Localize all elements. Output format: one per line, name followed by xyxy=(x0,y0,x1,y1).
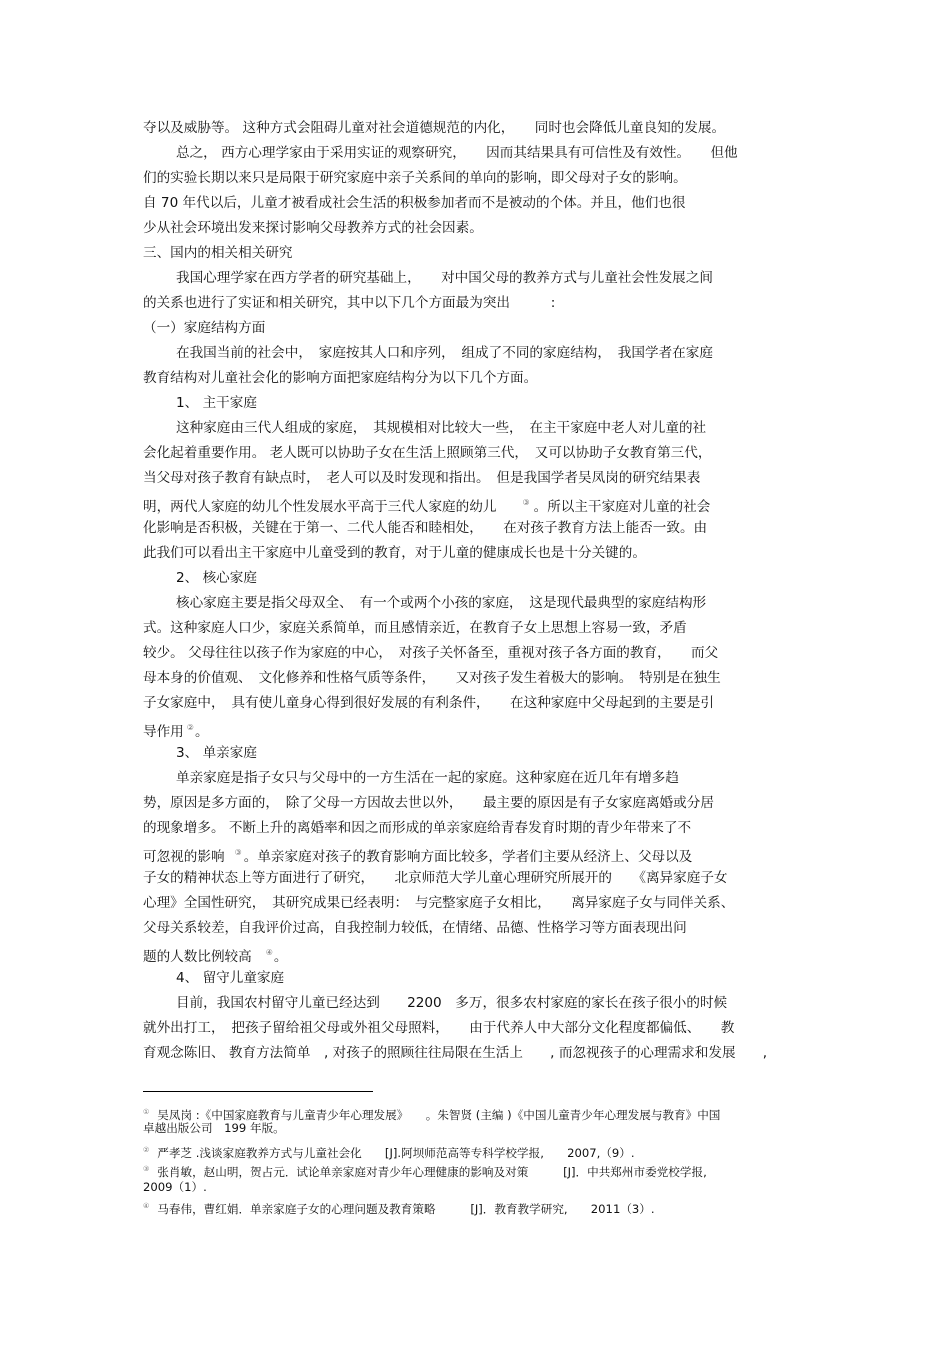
item-heading: 2、 核心家庭 xyxy=(176,570,257,586)
body-line: 的现象增多。 不断上升的离婚率和因之而形成的单亲家庭给青春发育时期的青少年带来了不 xyxy=(143,820,692,836)
body-line: 就外出打工， 把孩子留给祖父母或外祖父母照料， 由于代养人中大部分文化程度都偏低、 教 xyxy=(143,1020,735,1036)
footnote-mark: ③ xyxy=(143,1165,150,1173)
body-line: 夺以及威胁等。 这种方式会阻碍儿童对社会道德规范的内化， 同时也会降低儿童良知的发展。 xyxy=(143,120,726,136)
body-line: 式。这种家庭人口少，家庭关系简单，而且感情亲近，在教育子女上思想上容易一致，矛盾 xyxy=(143,620,687,636)
body-line: 目前，我国农村留守儿童已经达到 2200 多万，很多农村家庭的家长在孩子很小的时候 xyxy=(176,995,728,1011)
footnote-divider xyxy=(143,1091,373,1092)
body-line: 单亲家庭是指子女只与父母中的一方生活在一起的家庭。这种家庭在近几年有增多趋 xyxy=(176,770,679,786)
body-line-text: 。单亲家庭对孩子的教育影响方面比较多，学者们主要从经济上、父母以及 xyxy=(243,849,693,865)
footnote-mark: ② xyxy=(143,1146,150,1154)
footnote-ref: ③ xyxy=(234,848,242,857)
footnote-text: 马春伟，曹红娟．单亲家庭子女的心理问题及教育策略 [J]．教育教学研究, 2011（3）. xyxy=(157,1202,655,1216)
body-line-text: 。 xyxy=(273,949,288,965)
body-line: 会化起着重要作用。 老人既可以协助子女在生活上照顾第三代， 又可以协助子女教育第三代， xyxy=(143,445,712,461)
footnote-2 xyxy=(143,1143,635,1161)
body-line: 教育结构对儿童社会化的影响方面把家庭结构分为以下几个方面。 xyxy=(143,370,538,386)
body-line: 自 70 年代以后，儿童才被看成社会生活的积极参加者而不是被动的个体。并且，他们也很 xyxy=(143,195,686,211)
body-line: 总之， 西方心理学家由于采用实证的观察研究， 因而其结果具有可信性及有效性。 但他 xyxy=(176,145,738,161)
footnote-text: 张肖敏，赵山明，贺占元．试论单亲家庭对青少年心理健康的影响及对策 [J]．中共郑州市委党校学报, xyxy=(157,1165,707,1179)
body-line: 此我们可以看出主干家庭中儿童受到的教育，对于儿童的健康成长也是十分关键的。 xyxy=(143,545,646,561)
body-line-text: 。所以主干家庭对儿童的社会 xyxy=(533,499,711,515)
body-line: 少从社会环境出发来探讨影响父母教养方式的社会因素。 xyxy=(143,220,483,236)
body-line: 子女家庭中， 具有使儿童身心得到很好发展的有利条件， 在这种家庭中父母起到的主要是引 xyxy=(143,695,714,711)
footnote-3-cont: 2009（1）. xyxy=(143,1180,207,1194)
body-line xyxy=(143,494,710,516)
body-line-text: 导作用 xyxy=(143,724,184,740)
body-line: 我国心理学家在西方学者的研究基础上， 对中国父母的教养方式与儿童社会性发展之间 xyxy=(176,270,713,286)
footnote-1-cont: 卓越出版公司 199 年版。 xyxy=(143,1121,285,1135)
section-heading: 三、国内的相关相关研究 xyxy=(143,245,293,261)
footnote-text: 吴凤岗 :《中国家庭教育与儿童青少年心理发展》 。朱智贤 (主编 )《中国儿童青少年心理发展与教育》中国 xyxy=(157,1108,721,1122)
item-heading: 4、 留守儿童家庭 xyxy=(176,970,285,986)
body-line: 在我国当前的社会中， 家庭按其人口和序列， 组成了不同的家庭结构， 我国学者在家庭 xyxy=(176,345,713,361)
footnote-ref: ④ xyxy=(265,948,273,957)
item-heading: 3、 单亲家庭 xyxy=(176,745,257,761)
footnote-text: 严孝芝 .浅谈家庭教养方式与儿童社会化 [J].阿坝师范高等专科学校学报, 2007,（9）. xyxy=(157,1146,635,1160)
body-line: 的关系也进行了实证和相关研究，其中以下几个方面最为突出 : xyxy=(143,295,556,311)
body-line: 子女的精神状态上等方面进行了研究， 北京师范大学儿童心理研究所展开的 《离异家庭子女 xyxy=(143,870,728,886)
body-line xyxy=(143,719,209,741)
body-line: 育观念陈旧、 教育方法简单 , 对孩子的照顾往往局限在生活上 , 而忽视孩子的心理需求和发展 , xyxy=(143,1045,768,1061)
body-line: 母本身的价值观、 文化修养和性格气质等条件， 又对孩子发生着极大的影响。 特别是在独生 xyxy=(143,670,721,686)
footnote-mark: ④ xyxy=(143,1202,150,1210)
subsection-heading: （一）家庭结构方面 xyxy=(143,320,266,336)
item-heading: 1、 主干家庭 xyxy=(176,395,257,411)
body-line: 核心家庭主要是指父母双全、 有一个或两个小孩的家庭， 这是现代最典型的家庭结构形 xyxy=(176,595,707,611)
body-line xyxy=(143,844,692,866)
body-line: 心理》全国性研究， 其研究成果已经表明： 与完整家庭子女相比， 离异家庭子女与同伴关系、 xyxy=(143,895,735,911)
footnote-ref: ② xyxy=(186,723,194,732)
footnote-4 xyxy=(143,1199,655,1217)
body-line-text: 可忽视的影响 xyxy=(143,849,225,865)
footnote-ref: ③ xyxy=(522,498,530,507)
body-line xyxy=(143,944,288,966)
body-line: 们的实验长期以来只是局限于研究家庭中亲子关系间的单向的影响，即父母对子女的影响。 xyxy=(143,170,687,186)
body-line: 当父母对孩子教育有缺点时， 老人可以及时发现和指出。 但是我国学者吴凤岗的研究结果表 xyxy=(143,470,701,486)
body-line: 势，原因是多方面的， 除了父母一方因故去世以外， 最主要的原因是有子女家庭离婚或分居 xyxy=(143,795,714,811)
body-line: 化影响是否积极，关键在于第一、二代人能否和睦相处， 在对孩子教育方法上能否一致。由 xyxy=(143,520,708,536)
body-line-text: 明，两代人家庭的幼儿个性发展水平高于三代人家庭的幼儿 xyxy=(143,499,497,515)
body-line-text: 。 xyxy=(194,724,209,740)
body-line-text: 题的人数比例较高 xyxy=(143,949,252,965)
footnote-3 xyxy=(143,1162,707,1180)
footnote-mark: ① xyxy=(143,1108,150,1116)
body-line: 父母关系较差，自我评价过高，自我控制力较低，在情绪、品德、性格学习等方面表现出问 xyxy=(143,920,687,936)
body-line: 较少。 父母往往以孩子作为家庭的中心， 对孩子关怀备至，重视对孩子各方面的教育， 而父 xyxy=(143,645,719,661)
body-line: 这种家庭由三代人组成的家庭， 其规模相对比较大一些， 在主干家庭中老人对儿童的社 xyxy=(176,420,707,436)
